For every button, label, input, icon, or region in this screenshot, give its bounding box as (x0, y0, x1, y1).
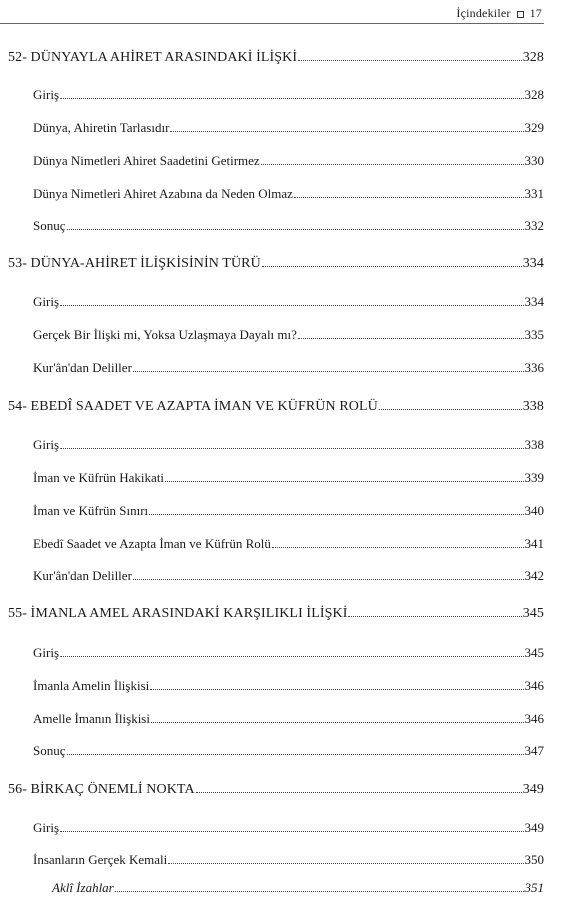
toc-entry-page: 338 (524, 437, 544, 452)
toc-entry-page: 349 (522, 782, 544, 797)
toc-entry-title: Kur'ân'dan Deliller (33, 568, 132, 583)
toc-entry-page: 349 (524, 820, 544, 835)
toc-entry-title: Sonuç (33, 743, 66, 758)
dot-leader (168, 863, 523, 864)
toc-section-entry (33, 567, 544, 585)
toc-section-entry (33, 152, 544, 170)
dot-leader (60, 448, 524, 449)
toc-entry-page: 336 (524, 360, 544, 375)
toc-entry-title: Ebedî Saadet ve Azapta İman ve Küfrün Rolü (33, 536, 271, 551)
dot-leader (165, 481, 523, 482)
toc-chapter-entry (8, 49, 544, 67)
dot-leader (272, 547, 524, 548)
toc-entry-title: İmanla Amelin İlişkisi (33, 678, 150, 693)
toc-entry-page: 345 (524, 645, 544, 660)
toc-section-entry (33, 710, 544, 728)
toc-section-entry (33, 502, 544, 520)
toc-entry-page: 335 (524, 327, 544, 342)
toc-entry-title: Giriş (33, 294, 59, 309)
dot-leader (60, 656, 524, 657)
toc-entry-title: Giriş (33, 87, 59, 102)
toc-entry-title: Dünya Nimetleri Ahiret Saadetini Getirmez (33, 153, 260, 168)
toc-entry-title: Sonuç (33, 218, 66, 233)
running-header-title: İçindekiler (456, 6, 511, 20)
toc-section-entry (33, 185, 544, 203)
toc-entry-page: 330 (524, 153, 544, 168)
toc-entry-page: 340 (524, 503, 544, 518)
dot-leader (348, 616, 521, 617)
toc-entry-page: 338 (522, 399, 544, 414)
toc-entry-title: Dünya, Ahiretin Tarlasıdır (33, 120, 170, 135)
toc-section-entry (33, 326, 544, 344)
dot-leader (115, 891, 524, 892)
toc-section-entry (33, 742, 544, 760)
toc-section-entry (33, 359, 544, 377)
dot-leader (60, 98, 524, 99)
toc-entry-title: İman ve Küfrün Hakikati (33, 470, 165, 485)
toc-chapter-entry (8, 781, 544, 799)
toc-section-entry (33, 86, 544, 104)
toc-entry-title: 56- BİRKAÇ ÖNEMLİ NOKTA (8, 782, 195, 797)
toc-entry-page: 350 (524, 852, 544, 867)
dot-leader (151, 722, 524, 723)
toc-entry-title: Giriş (33, 645, 59, 660)
toc-entry-page: 331 (524, 186, 544, 201)
toc-chapter-entry (8, 398, 544, 416)
toc-entry-title: Kur'ân'dan Deliller (33, 360, 132, 375)
toc-section-entry (33, 217, 544, 235)
dot-leader (298, 338, 524, 339)
dot-leader (67, 229, 524, 230)
square-separator-icon (517, 11, 524, 18)
toc-entry-title: Giriş (33, 437, 59, 452)
dot-leader (133, 371, 524, 372)
dot-leader (196, 792, 522, 793)
dot-leader (149, 514, 523, 515)
toc-entry-page: 345 (522, 606, 544, 621)
dot-leader (379, 409, 522, 410)
toc-entry-page: 334 (522, 256, 544, 271)
toc-entry-page: 328 (524, 87, 544, 102)
toc-entry-page: 342 (524, 568, 544, 583)
toc-section-entry (33, 851, 544, 869)
toc-chapter-entry (8, 605, 544, 623)
page-number: 17 (529, 6, 542, 20)
toc-entry-page: 346 (524, 711, 544, 726)
toc-entry-page: 351 (524, 880, 544, 895)
dot-leader (133, 579, 524, 580)
toc-chapter-entry (8, 255, 544, 273)
toc-entry-title: 54- EBEDÎ SAADET VE AZAPTA İMAN VE KÜFRÜN ROLÜ (8, 399, 378, 414)
toc-entry-title: Aklî İzahlar (52, 880, 114, 895)
toc-entry-page: 332 (524, 218, 544, 233)
toc-entry-title: 53- DÜNYA-AHİRET İLİŞKİSİNİN TÜRÜ (8, 256, 261, 271)
dot-leader (170, 131, 523, 132)
toc-entry-title: İman ve Küfrün Sınırı (33, 503, 149, 518)
toc-entry-page: 346 (524, 678, 544, 693)
toc-entry-title: Dünya Nimetleri Ahiret Azabına da Neden Olmaz (33, 186, 293, 201)
toc-entry-title: 55- İMANLA AMEL ARASINDAKİ KARŞILIKLI İLİŞKİ (8, 606, 348, 621)
toc-section-entry (33, 436, 544, 454)
toc-entry-page: 341 (524, 536, 544, 551)
toc-section-entry (33, 677, 544, 695)
toc-entry-page: 339 (524, 470, 544, 485)
toc-entry-title: İnsanların Gerçek Kemali (33, 852, 168, 867)
toc-entry-page: 328 (522, 50, 544, 65)
dot-leader (150, 689, 523, 690)
dot-leader (262, 266, 522, 267)
toc-section-entry (33, 819, 544, 837)
toc-section-entry (33, 644, 544, 662)
toc-section-entry (52, 879, 544, 897)
toc-entry-title: Giriş (33, 820, 59, 835)
toc-section-entry (33, 119, 544, 137)
toc-entry-page: 347 (524, 743, 544, 758)
dot-leader (261, 164, 524, 165)
dot-leader (60, 831, 524, 832)
toc-entry-title: Amelle İmanın İlişkisi (33, 711, 150, 726)
header-rule (0, 23, 544, 24)
dot-leader (298, 60, 522, 61)
toc-section-entry (33, 535, 544, 553)
toc-entry-title: Gerçek Bir İlişki mi, Yoksa Uzlaşmaya Dayalı mı? (33, 327, 297, 342)
dot-leader (67, 754, 524, 755)
dot-leader (294, 197, 524, 198)
toc-section-entry (33, 293, 544, 311)
toc-entry-page: 329 (524, 120, 544, 135)
toc-entry-page: 334 (524, 294, 544, 309)
toc-section-entry (33, 469, 544, 487)
dot-leader (60, 305, 524, 306)
toc-entry-title: 52- DÜNYAYLA AHİRET ARASINDAKİ İLİŞKİ (8, 50, 298, 65)
running-header (456, 6, 542, 21)
